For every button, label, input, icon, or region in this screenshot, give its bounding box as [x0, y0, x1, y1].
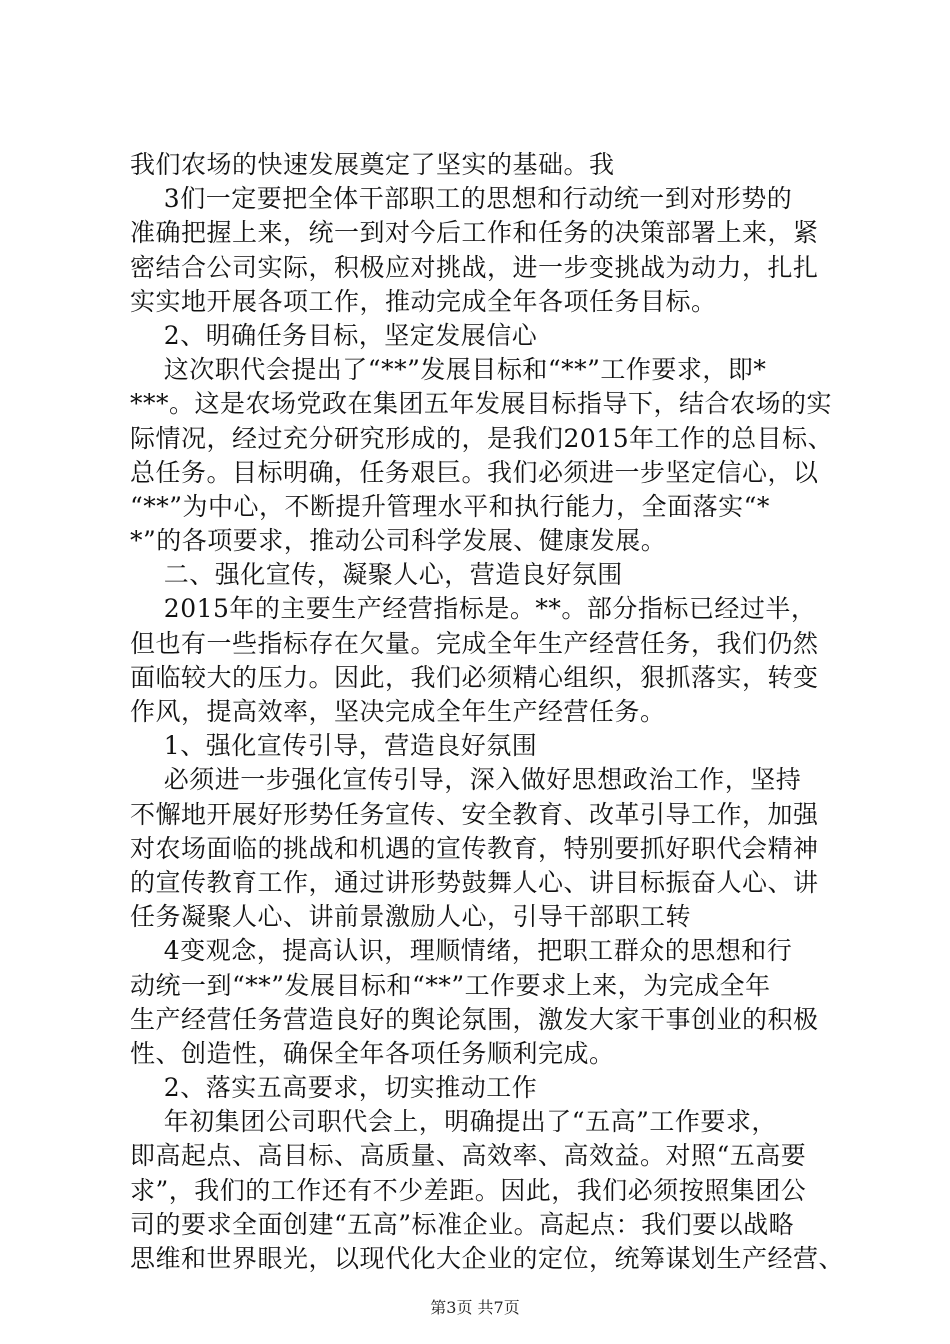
text-line: 这次职代会提出了“**”发展目标和“**”工作要求，即*: [130, 355, 767, 385]
text-line: 动统一到“**”发展目标和“**”工作要求上来，为完成全年: [130, 970, 771, 1000]
page-number-footer: 第3页 共7页: [430, 1298, 520, 1317]
text-line: 必须进一步强化宣传引导，深入做好思想政治工作，坚持: [130, 765, 802, 795]
text-line: 际情况，经过充分研究形成的，是我们2015年工作的总目标、: [130, 423, 834, 453]
text-line: 的宣传教育工作，通过讲形势鼓舞人心、讲目标振奋人心、讲: [130, 867, 819, 897]
text-line: 年初集团公司职代会上，明确提出了“五高”工作要求，: [130, 1107, 777, 1137]
text-line: 准确把握上来，统一到对今后工作和任务的决策部署上来，紧: [130, 218, 819, 248]
text-line: 密结合公司实际，积极应对挑战，进一步变挑战为动力，扎扎: [130, 252, 819, 282]
section-heading: 2、明确任务目标，坚定发展信心: [130, 320, 538, 350]
text-line: 求”，我们的工作还有不少差距。因此，我们必须按照集团公: [130, 1175, 807, 1205]
text-line: 我们农场的快速发展奠定了坚实的基础。我: [130, 150, 615, 179]
text-line: 生产经营任务营造良好的舆论氛围，激发大家干事创业的积极: [130, 1004, 819, 1034]
text-line: 实实地开展各项工作，推动完成全年各项任务目标。: [130, 286, 717, 316]
text-line: 作风，提高效率，坚决完成全年生产经营任务。: [130, 697, 666, 726]
document-body: [130, 148, 850, 1276]
text-line: *”的各项要求，推动公司科学发展、健康发展。: [130, 526, 667, 556]
text-line: 4变观念，提高认识，理顺情绪，把职工群众的思想和行: [130, 936, 793, 966]
text-line: ***。这是农场党政在集团五年发展目标指导下，结合农场的实: [130, 389, 833, 419]
text-line: “**”为中心，不断提升管理水平和执行能力，全面落实“*: [130, 491, 770, 521]
text-line: 对农场面临的挑战和机遇的宣传教育，特别要抓好职代会精神: [130, 833, 819, 863]
text-line: 面临较大的压力。因此，我们必须精心组织，狠抓落实，转变: [130, 662, 819, 692]
text-line: 不懈地开展好形势任务宣传、安全教育、改革引导工作，加强: [130, 799, 819, 829]
text-line: 性、创造性，确保全年各项任务顺利完成。: [130, 1038, 615, 1068]
text-line: 总任务。目标明确，任务艰巨。我们必须进一步坚定信心，以: [130, 457, 819, 487]
section-heading: 二、强化宣传，凝聚人心，营造良好氛围: [130, 560, 623, 590]
text-line: 2015年的主要生产经营指标是。**。部分指标已经过半，: [130, 594, 817, 624]
section-heading: 1、强化宣传引导，营造良好氛围: [130, 731, 538, 761]
section-heading: 2、落实五高要求，切实推动工作: [130, 1073, 538, 1103]
text-line: 3们一定要把全体干部职工的思想和行动统一到对形势的: [130, 184, 793, 214]
text-line: 任务凝聚人心、讲前景激励人心，引导干部职工转: [130, 902, 692, 932]
text-line: 思维和世界眼光，以现代化大企业的定位，统筹谋划生产经营、: [130, 1244, 845, 1273]
text-line: 即高起点、高目标、高质量、高效率、高效益。对照“五高要: [130, 1141, 807, 1171]
text-line: 但也有一些指标存在欠量。完成全年生产经营任务，我们仍然: [130, 628, 819, 658]
text-line: 司的要求全面创建“五高”标准企业。高起点：我们要以战略: [130, 1209, 795, 1239]
